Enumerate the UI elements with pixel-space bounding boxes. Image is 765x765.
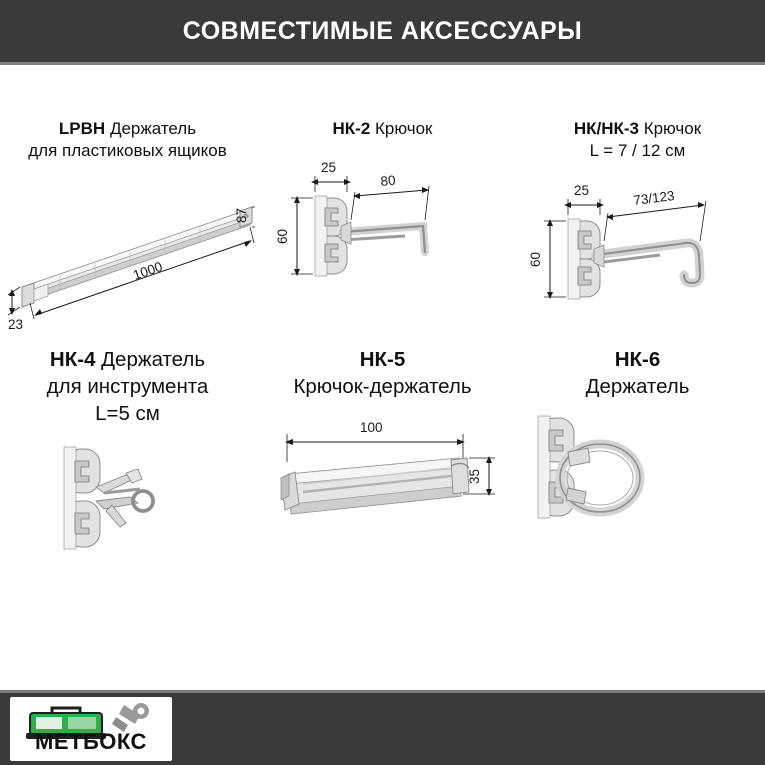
- dimension-60: [528, 219, 566, 299]
- footer-bar: [0, 693, 765, 765]
- dim-label: 25: [574, 182, 590, 198]
- dim-label: 73/123: [632, 187, 676, 208]
- dimension-25: [564, 183, 604, 215]
- item-caption: [325, 78, 441, 140]
- item-code: НК-4: [49, 347, 96, 371]
- dimension-100: [285, 420, 465, 462]
- item-name-line1: Крючок: [375, 119, 433, 138]
- hook-brace: [343, 236, 405, 240]
- item-code: НК/НК-3: [573, 119, 639, 138]
- item-caption: [578, 338, 698, 400]
- item-illustration-nk6: [510, 400, 765, 590]
- holder-body: [281, 458, 469, 514]
- dim-label: 80: [379, 172, 397, 190]
- rail-body: [22, 207, 252, 307]
- brand-logo: [10, 697, 172, 761]
- hook-base: [341, 222, 351, 244]
- item-caption: [285, 338, 479, 400]
- dim-label: 100: [360, 419, 383, 435]
- item-name-line2: для инструмента: [46, 374, 209, 398]
- hook-arm: [596, 243, 700, 283]
- accessory-item-nk2: [255, 78, 510, 338]
- header-bar: [0, 0, 765, 62]
- dimension-80: [351, 173, 429, 221]
- item-illustration-nk3: [510, 163, 765, 338]
- item-name-line1: Держатель: [101, 347, 206, 371]
- accessory-item-nk4: [0, 338, 255, 617]
- tool-holder-body: [64, 447, 153, 549]
- item-illustration-lpbh: [0, 163, 255, 338]
- brand-name: МЕТБОКС: [35, 729, 147, 754]
- item-name-line1: Держатель: [585, 374, 690, 398]
- item-name-line1: Держатель: [109, 119, 197, 138]
- item-illustration-nk2: [255, 140, 510, 315]
- header-divider: [0, 62, 765, 65]
- item-name-line2: L = 7 / 12 см: [589, 141, 686, 161]
- accessory-row: [0, 338, 765, 617]
- item-name-line3: L=5 см: [95, 401, 160, 425]
- item-name-line1: Крючок: [643, 119, 702, 138]
- dimension-25: [311, 160, 351, 192]
- accessory-item-nk6: [510, 338, 765, 617]
- dim-label: 23: [8, 316, 24, 332]
- dimension-23: [8, 287, 23, 332]
- accessory-item-nk5: [255, 338, 510, 617]
- dim-label: 60: [528, 251, 543, 267]
- item-illustration-nk4: [0, 427, 255, 617]
- dim-label: 60: [275, 229, 290, 245]
- item-caption: [566, 78, 709, 163]
- accessory-row: [0, 78, 765, 338]
- item-code: LPBH: [58, 119, 106, 138]
- accessory-item-nk3: [510, 78, 765, 338]
- dimension-73-123: [604, 188, 706, 241]
- item-code: НК-6: [614, 347, 661, 371]
- item-name-line2: для пластиковых ящиков: [28, 141, 227, 161]
- item-caption: [39, 338, 217, 427]
- dim-label: 1000: [131, 258, 165, 283]
- item-illustration-nk5: [255, 400, 510, 590]
- ring-holder-body: [538, 416, 640, 518]
- accessory-item-lpbh: [0, 78, 255, 338]
- dimension-60: [275, 196, 313, 276]
- accessory-grid: [0, 78, 765, 617]
- wrench-icon: [112, 703, 149, 732]
- item-code: НК-5: [359, 347, 406, 371]
- dim-label: 25: [321, 160, 337, 176]
- item-caption: [20, 78, 235, 163]
- dim-label: 87: [234, 207, 249, 223]
- hook-base: [594, 245, 604, 267]
- dim-label: 35: [467, 468, 482, 484]
- item-code: НК-2: [332, 119, 371, 138]
- item-name-line1: Крючок-держатель: [293, 374, 472, 398]
- page-title: СОВМЕСТИМЫЕ АКСЕССУАРЫ: [182, 16, 583, 45]
